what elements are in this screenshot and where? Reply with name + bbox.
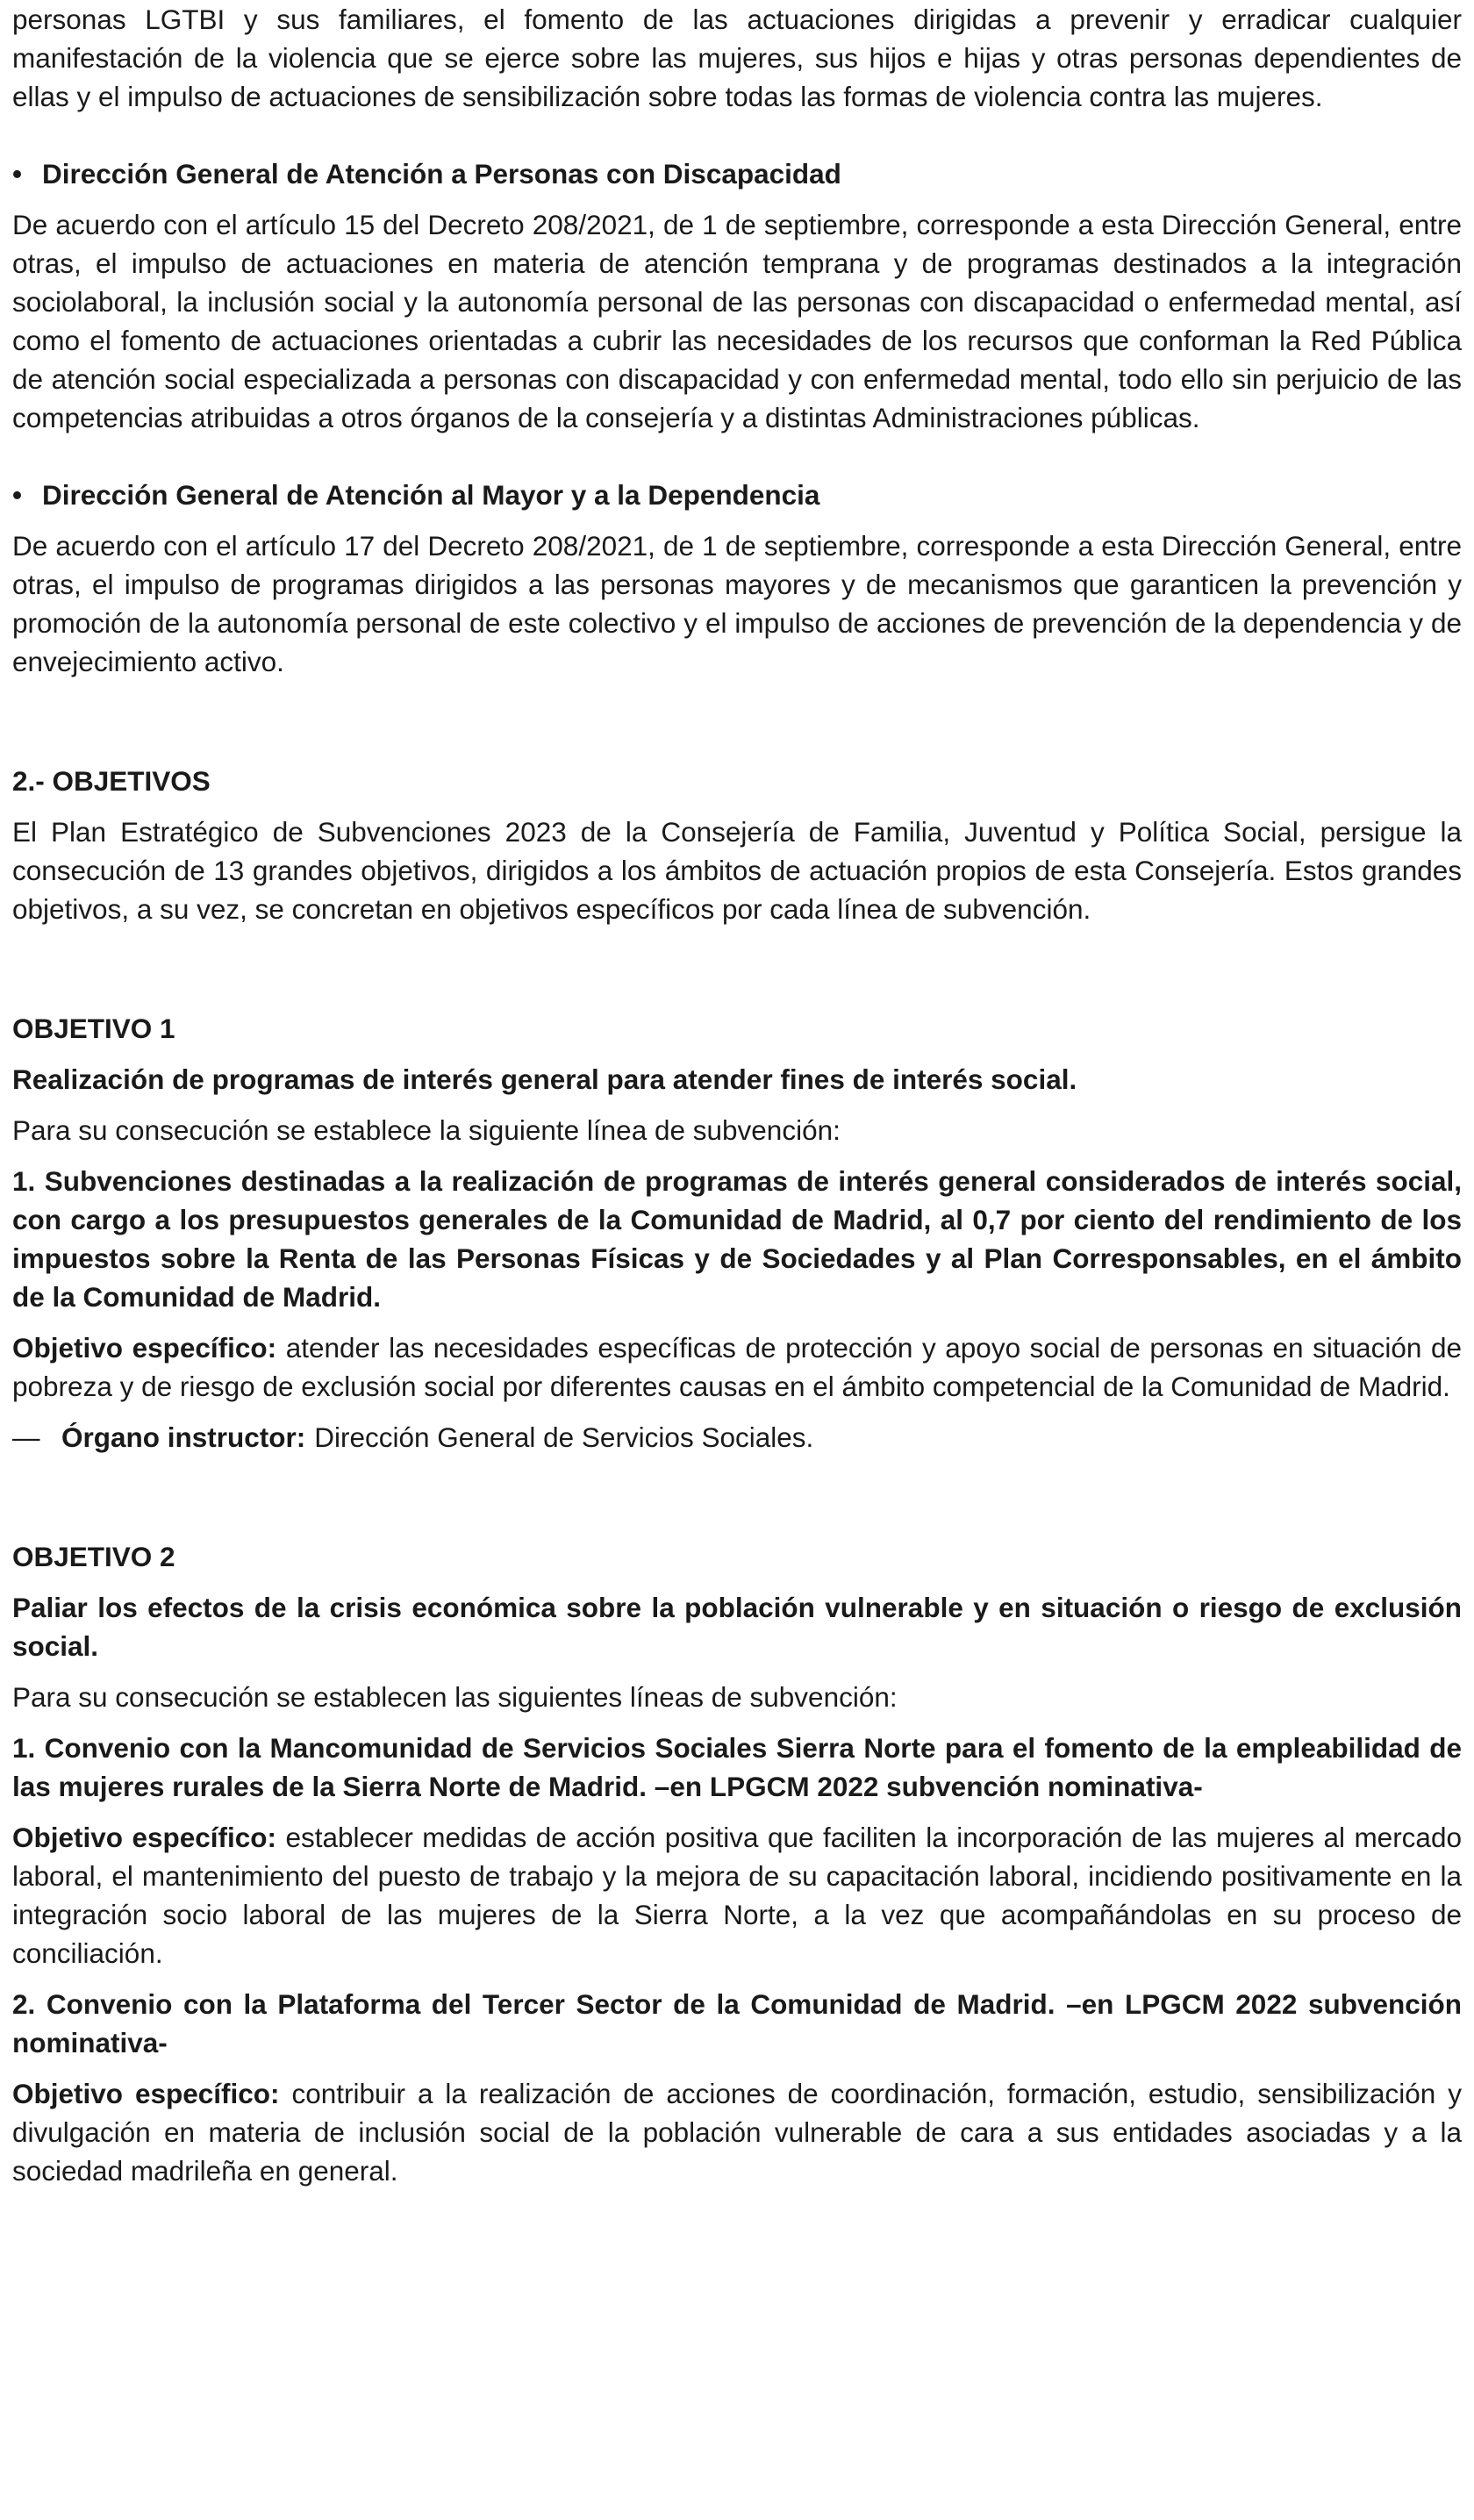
objetivo-2-line-2-specific [12,2074,1462,2190]
intro-paragraph: personas LGTBI y sus familiares, el fomento de las actuaciones dirigidas a prevenir y erradicar cualquier manifestación de la violencia que se ejerce sobre las mujeres, sus hijos e hijas y otras personas dependientes de ellas y el impulso de actuaciones de sensibilización sobre todas las formas de violencia contra las mujeres. [12,4,1462,112]
section-objetivos-text: El Plan Estratégico de Subvenciones 2023 de la Consejería de Familia, Juventud y Política Social, persigue la consecución de 13 grandes objetivos, dirigidos a los ámbitos de actuación propios de esta Consejería. Estos grandes objetivos, a su vez, se concretan en objetivos específicos por cada línea de subvención. [12,816,1462,925]
instructor-text: Dirección General de Servicios Sociales. [314,1421,814,1453]
objetivo-2-line-1-specific [12,1818,1462,1972]
specific-text: establecer medidas de acción positiva que faciliten la incorporación de las mujeres al mercado laboral, el mantenimiento del puesto de trabajo y la mejora de su capacitación laboral, incidiendo positivamente en la integración socio laboral de las mujeres de la Sierra Norte, a la vez que acompañándolas en su proceso de conciliación. [12,1822,1462,1969]
objetivo-2-line-1-title: 1. Convenio con la Mancomunidad de Servicios Sociales Sierra Norte para el fomento de la empleabilidad de las mujeres rurales de la Sierra Norte de Madrid. –en LPGCM 2022 subvención nominativa- [12,1732,1462,1802]
specific-label: Objetivo específico: [12,2078,280,2109]
document-page [12,0,1462,2202]
specific-text: atender las necesidades específicas de protección y apoyo social de personas en situación de pobreza y de riesgo de exclusión social por diferentes causas en el ámbito competencial de la Comunidad de Madrid. [12,1332,1462,1402]
bullet-marker: • [12,479,23,511]
objetivo-2-label: OBJETIVO 2 [12,1541,175,1572]
specific-text: contribuir a la realización de acciones de coordinación, formación, estudio, sensibilización y divulgación en materia de inclusión social de la población vulnerable de cara a sus entidades asociadas y a la sociedad madrileña en general. [12,2078,1462,2187]
objetivo-1-specific [12,1328,1462,1406]
instructor-label: Órgano instructor: [61,1421,306,1453]
objetivo-1-line-title: 1. Subvenciones destinadas a la realización de programas de interés general considerados de interés social, con cargo a los presupuestos generales de la Comunidad de Madrid, al 0,7 por ciento del rendimiento de los impuestos sobre la Renta de las Personas Físicas y de Sociedades y al Plan Corresponsables, en el ámbito de la Comunidad de Madrid. [12,1165,1462,1313]
directorate-heading-elderly [12,476,1462,514]
objetivo-2-line-2-title: 2. Convenio con la Plataforma del Tercer Sector de la Comunidad de Madrid. –en LPGCM 2022 subvención nominativa- [12,1988,1462,2058]
objetivo-2-heading: Paliar los efectos de la crisis económica sobre la población vulnerable y en situación o riesgo de exclusión social. [12,1592,1462,1662]
directorate-title: Dirección General de Atención a Personas con Discapacidad [42,158,841,190]
specific-label: Objetivo específico: [12,1822,277,1853]
em-dash: — [12,1421,40,1453]
objetivo-1-label: OBJETIVO 1 [12,1013,175,1044]
objetivo-1-heading: Realización de programas de interés general para atender fines de interés social. [12,1063,1077,1095]
directorate-text-elderly: De acuerdo con el artículo 17 del Decreto 208/2021, de 1 de septiembre, corresponde a esta Dirección General, entre otras, el impulso de programas dirigidos a las personas mayores y de mecanismos que garanticen la prevención y promoción de la autonomía personal de este colectivo y el impulso de acciones de prevención de la dependencia y de envejecimiento activo. [12,530,1462,677]
directorate-heading-disability [12,154,1462,193]
section-title-objetivos: 2.- OBJETIVOS [12,765,211,797]
objetivo-1-intro: Para su consecución se establece la siguiente línea de subvención: [12,1114,841,1146]
specific-label: Objetivo específico: [12,1332,277,1364]
objetivo-2-intro: Para su consecución se establecen las siguientes líneas de subvención: [12,1681,898,1713]
objetivo-1-instructor [12,1418,1462,1457]
directorate-text-disability: De acuerdo con el artículo 15 del Decreto 208/2021, de 1 de septiembre, corresponde a esta Dirección General, entre otras, el impulso de actuaciones en materia de atención temprana y de programas destinados a la integración sociolaboral, la inclusión social y la autonomía personal de las personas con discapacidad o enfermedad mental, así como el fomento de actuaciones orientadas a cubrir las necesidades de los recursos que conforman la Red Pública de atención social especializada a personas con discapacidad y con enfermedad mental, todo ello sin perjuicio de las competencias atribuidas a otros órganos de la consejería y a distintas Administraciones públicas. [12,209,1462,433]
bullet-marker: • [12,158,23,190]
directorate-title: Dirección General de Atención al Mayor y a la Dependencia [42,479,820,511]
